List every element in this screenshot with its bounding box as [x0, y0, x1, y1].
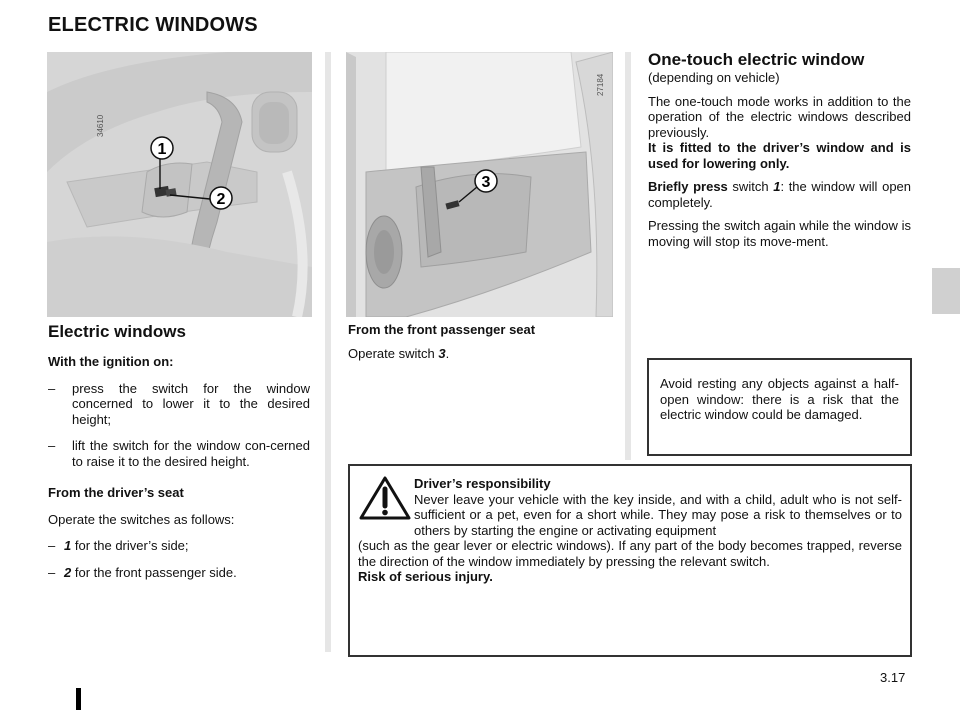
- callout-2: [210, 187, 232, 209]
- warning-triangle-icon: [359, 475, 411, 521]
- one-touch-subtitle: (depending on vehicle): [648, 70, 780, 85]
- note-text: Avoid resting any objects against a half-open window: there is a risk that the electric window could be damaged.: [660, 376, 899, 422]
- briefly-press-text: Briefly press switch 1: the window will open completely.: [648, 179, 912, 210]
- warning-title: Driver’s responsibility: [414, 476, 551, 491]
- one-touch-description: The one-touch mode works in addition to the operation of the electric windows described previously. It is fitted to the driver’s window and is used for lowering only.: [648, 93, 911, 171]
- svg-text:1: 1: [157, 141, 167, 158]
- warning-text-continued: (such as the gear lever or electric windows). If any part of the body becomes trapped, reverse the direction of the window immediately by pressing the relevant switch.: [358, 538, 902, 569]
- callout-layer: [346, 52, 613, 317]
- figure-code: 27184: [596, 73, 605, 96]
- list-item: – lift the switch for the window con-cerned to raise it to the desired height.: [48, 438, 310, 469]
- footer-mark: [76, 688, 81, 710]
- column-rule: [625, 52, 631, 460]
- page-title: ELECTRIC WINDOWS: [48, 14, 258, 36]
- column-rule: [325, 52, 331, 652]
- one-touch-title: One-touch electric window: [648, 50, 865, 69]
- passenger-door-illustration: [346, 52, 613, 317]
- note-box: [647, 358, 912, 456]
- page-number: 3.17: [880, 670, 906, 685]
- svg-text:3: 3: [481, 174, 491, 191]
- electric-windows-section: [48, 322, 310, 591]
- chapter-tab: [932, 268, 960, 314]
- callout-layer: [47, 52, 312, 317]
- ignition-label: With the ignition on:: [48, 354, 174, 369]
- callout-3: [475, 170, 497, 192]
- one-touch-section: [648, 50, 911, 257]
- stop-text: Pressing the switch again while the window is moving will stop its move-ment.: [648, 218, 911, 249]
- passenger-operate-text: Operate switch 3.: [348, 345, 450, 361]
- svg-text:2: 2: [216, 191, 226, 208]
- list-item: – 2 for the front passenger side.: [48, 564, 237, 580]
- figure-code: 34610: [96, 114, 105, 137]
- warning-text: Never leave your vehicle with the key inside, and with a child, adult who is not self-sufficient or a pet, even for a short while. They may pose a risk to themselves or to others by starting the engine or activating equipment: [414, 491, 902, 538]
- list-item: – press the switch for the window concerned to lower it to the desired height;: [48, 380, 310, 427]
- driver-door-illustration: [47, 52, 312, 317]
- operate-text: Operate the switches as follows:: [48, 511, 235, 527]
- list-item: – 1 for the driver’s side;: [48, 538, 189, 553]
- passenger-section: [348, 322, 613, 369]
- driver-seat-label: From the driver’s seat: [48, 485, 184, 500]
- warning-box: [348, 464, 912, 657]
- callout-1: [151, 137, 173, 159]
- warning-risk: Risk of serious injury.: [358, 569, 493, 584]
- section-heading: Electric windows: [48, 322, 186, 341]
- passenger-seat-label: From the front passenger seat: [348, 322, 536, 337]
